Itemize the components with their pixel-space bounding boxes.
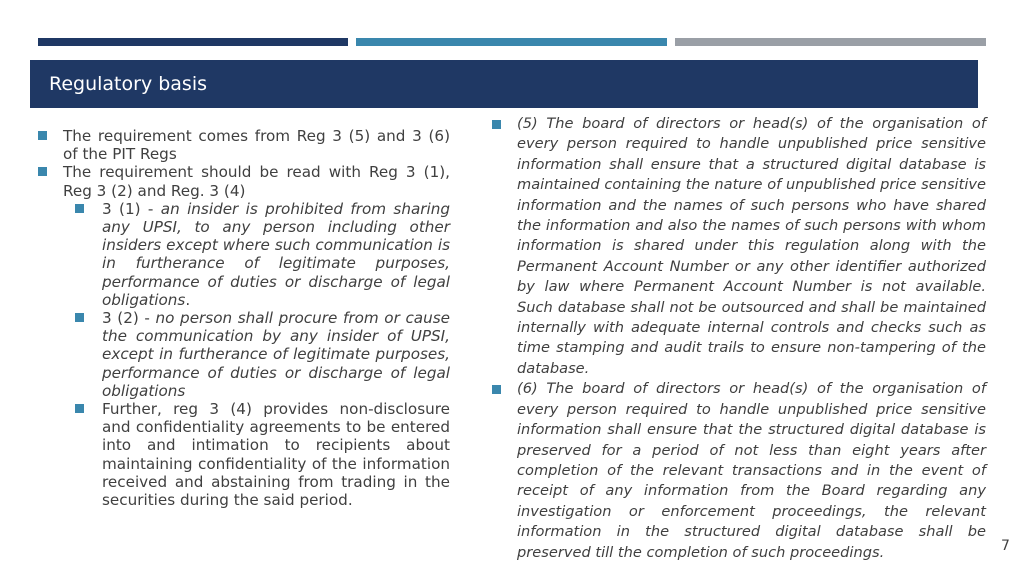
bullet-item — [38, 127, 450, 163]
square-bullet-icon — [492, 385, 501, 394]
accent-bar-gray — [675, 38, 986, 46]
square-bullet-icon — [38, 131, 47, 140]
bullet-text: The requirement should be read with Reg 3 (1), Reg 3 (2) and Reg. 3 (4) — [63, 163, 450, 200]
regulation-quote — [492, 379, 986, 563]
slide-title: Regulatory basis — [49, 73, 208, 95]
left-column — [38, 127, 450, 509]
accent-bar-teal — [356, 38, 667, 46]
regulation-text: (6) The board of directors or head(s) of the organisation of every person required to handle unpublished price sensitive information shall ensure that the structured digital database is preserved for a period of not less than eight years after completion of the relevant transactions and in the event of receipt of any information from the Board regarding any investigation or enforcement proceedings, the relevant information in the structured digital database shall be preserved till the completion of such proceedings. — [517, 380, 986, 561]
sub-bullet-prefix: 3 (2) - — [102, 309, 156, 328]
accent-bar-navy — [38, 38, 348, 46]
square-bullet-icon — [75, 204, 84, 213]
square-bullet-icon — [38, 167, 47, 176]
right-column — [492, 114, 986, 563]
sub-bullet-item — [38, 200, 450, 309]
sub-bullet-item — [38, 309, 450, 400]
bullet-item — [38, 163, 450, 199]
sub-bullet-quote: no person shall procure from or cause the communication by any insider of UPSI, except in furtherance of legitimate purposes, performance of duties or discharge of legal obligations — [102, 309, 450, 400]
square-bullet-icon — [75, 404, 84, 413]
square-bullet-icon — [492, 120, 501, 129]
sub-bullet-item — [38, 400, 450, 509]
regulation-text: (5) The board of directors or head(s) of the organisation of every person required to handle unpublished price sensitive information shall ensure that a structured digital database is maintained containing the nature of unpublished price sensitive information and the names of such persons who have shared the information and also the names of such persons with whom information is shared under this regulation along with the Permanent Account Number or any other identifier authorized by law where Permanent Account Number is not available. Such database shall not be outsourced and shall be maintained internally with adequate internal controls and checks such as time stamping and audit trails to ensure non-tampering of the database. — [517, 115, 986, 377]
sub-bullet-prefix: 3 (1) - — [102, 199, 161, 218]
sub-bullet-text: Further, reg 3 (4) provides non-disclosure and confidentiality agreements to be entered into and intimation to recipients about maintaining confidentiality of the information received and abstaining from trading in the securities during the said period. — [102, 400, 450, 510]
sub-bullet-quote: an insider is prohibited from sharing any UPSI, to any person including other insiders except where such communication is in furtherance of legitimate purposes, performance of duties or discharge of legal obligations — [102, 199, 450, 309]
square-bullet-icon — [75, 313, 84, 322]
sub-bullet-suffix: . — [185, 290, 191, 309]
page-number: 7 — [1001, 538, 1010, 554]
title-band — [30, 60, 978, 108]
bullet-text: The requirement comes from Reg 3 (5) and 3 (6) of the PIT Regs — [63, 127, 450, 164]
regulation-quote — [492, 114, 986, 379]
